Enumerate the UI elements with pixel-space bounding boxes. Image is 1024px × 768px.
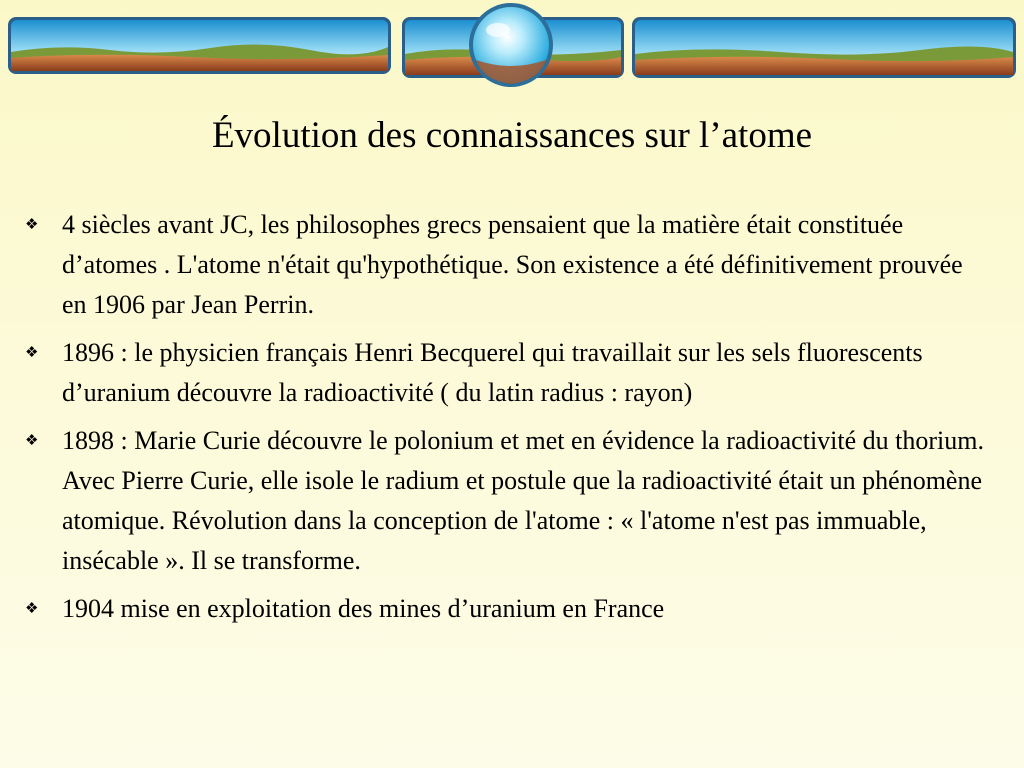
left-landscape-panel: [8, 17, 391, 74]
list-item: [25, 421, 985, 581]
diamond-bullet-icon: ❖: [25, 345, 39, 361]
bullet-text: 1896 : le physicien français Henri Becquerel qui travaillait sur les sels fluorescents d’uranium découvre la radioactivité ( du latin radius : rayon): [62, 338, 923, 407]
bullet-text: 1904 mise en exploitation des mines d’uranium en France: [62, 594, 665, 623]
list-item: [25, 205, 985, 325]
bullet-text: 1898 : Marie Curie découvre le polonium et met en évidence la radioactivité du thorium. Avec Pierre Curie, elle isole le radium et postule que la radioactivité était un phénomène atomique. Révolution dans la conception de l'atome : « l'atome n'est pas immuable, insécable ». Il se transforme.: [62, 426, 984, 575]
header-banner: [0, 0, 1024, 90]
slide-title: Évolution des connaissances sur l’atome: [211, 115, 813, 156]
diamond-bullet-icon: ❖: [25, 217, 39, 233]
bullet-list: [25, 205, 985, 637]
diamond-bullet-icon: ❖: [25, 601, 39, 617]
bullet-text: 4 siècles avant JC, les philosophes grecs pensaient que la matière était constituée d’atomes . L'atome n'était qu'hypothétique. Son existence a été définitivement prouvée en 1906 par Jean Perrin.: [62, 210, 963, 319]
right-landscape-panel: [632, 17, 1016, 78]
globe-icon: [469, 3, 553, 87]
diamond-bullet-icon: ❖: [25, 433, 39, 449]
list-item: [25, 589, 985, 629]
list-item: [25, 333, 985, 413]
